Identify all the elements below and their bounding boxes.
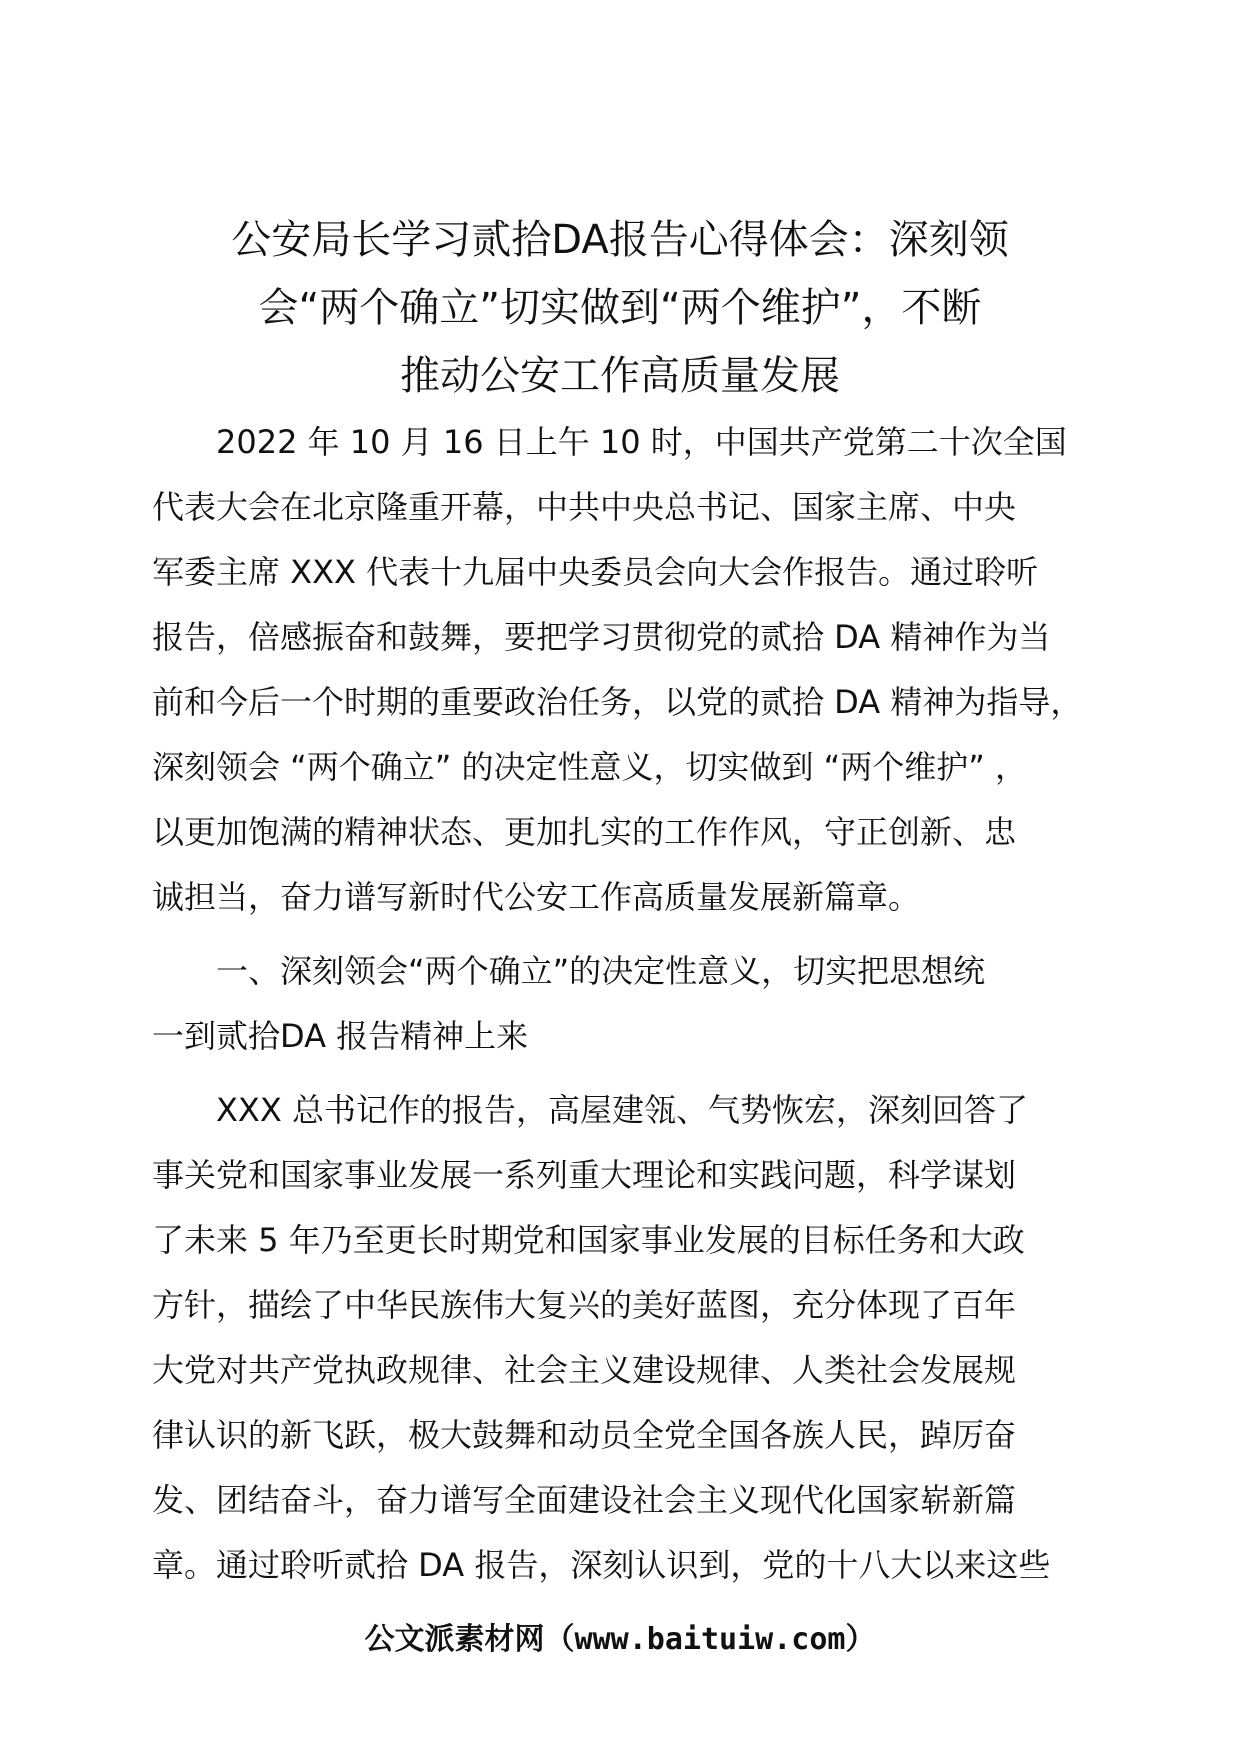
text-line: 了未来 5 年乃至更长时期党和国家事业发展的目标任务和大政 bbox=[152, 1221, 1025, 1259]
text-line: 军委主席 XXX 代表十九届中央委员会向大会作报告。通过聆听 bbox=[152, 553, 1039, 591]
text-line: 诚担当，奋力谱写新时代公安工作高质量发展新篇章。 bbox=[152, 878, 921, 916]
title-line: 会“两个确立”切实做到“两个维护”，不断 bbox=[258, 285, 982, 331]
document-title bbox=[150, 206, 1090, 410]
text-line: 章。通过聆听贰拾 DA 报告，深刻认识到，党的十八大以来这些 bbox=[152, 1546, 1051, 1584]
text-line: 方针，描绘了中华民族伟大复兴的美好蓝图，充分体现了百年 bbox=[152, 1286, 1017, 1324]
text-line: 大党对共产党执政规律、社会主义建设规律、人类社会发展规 bbox=[152, 1351, 1017, 1389]
section-heading bbox=[152, 939, 1112, 1069]
text-line: 事关党和国家事业发展一系列重大理论和实践问题，科学谋划 bbox=[152, 1156, 1017, 1194]
title-line: 公安局长学习贰拾DA报告心得体会：深刻领 bbox=[231, 217, 1009, 263]
paragraph-report bbox=[152, 1078, 1112, 1598]
text-line: 发、团结奋斗，奋力谱写全面建设社会主义现代化国家崭新篇 bbox=[152, 1481, 1017, 1519]
footer-open-paren: （ bbox=[544, 1622, 575, 1657]
text-line: 报告，倍感振奋和鼓舞，要把学习贯彻党的贰拾 DA 精神作为当 bbox=[152, 618, 1051, 656]
page-footer bbox=[0, 1620, 1240, 1660]
title-line: 推动公安工作高质量发展 bbox=[400, 353, 840, 399]
heading-line: 一到贰拾DA 报告精神上来 bbox=[152, 1017, 529, 1055]
footer-url: www.baituiw.com bbox=[574, 1622, 846, 1657]
footer-close-paren: ） bbox=[845, 1622, 876, 1657]
text-line: 代表大会在北京隆重开幕，中共中央总书记、国家主席、中央 bbox=[152, 488, 1017, 526]
text-line: XXX 总书记作的报告，高屋建瓴、气势恢宏，深刻回答了 bbox=[216, 1091, 1028, 1129]
document-body bbox=[152, 410, 1112, 1598]
footer-site-name: 公文派素材网 bbox=[364, 1622, 545, 1657]
text-line: 2022 年 10 月 16 日上午 10 时，中国共产党第二十次全国 bbox=[216, 423, 1067, 461]
text-line: 以更加饱满的精神状态、更加扎实的工作作风，守正创新、忠 bbox=[152, 813, 1017, 851]
text-line: 深刻领会 “两个确立” 的决定性意义，切实做到 “两个维护” ， bbox=[152, 748, 1028, 786]
paragraph-intro bbox=[152, 410, 1112, 930]
text-line: 律认识的新飞跃，极大鼓舞和动员全党全国各族人民，踔厉奋 bbox=[152, 1416, 1017, 1454]
text-line: 前和今后一个时期的重要政治任务，以党的贰拾 DA 精神为指导， bbox=[152, 683, 1083, 721]
heading-line: 一、深刻领会“两个确立”的决定性意义，切实把思想统 bbox=[216, 952, 986, 990]
